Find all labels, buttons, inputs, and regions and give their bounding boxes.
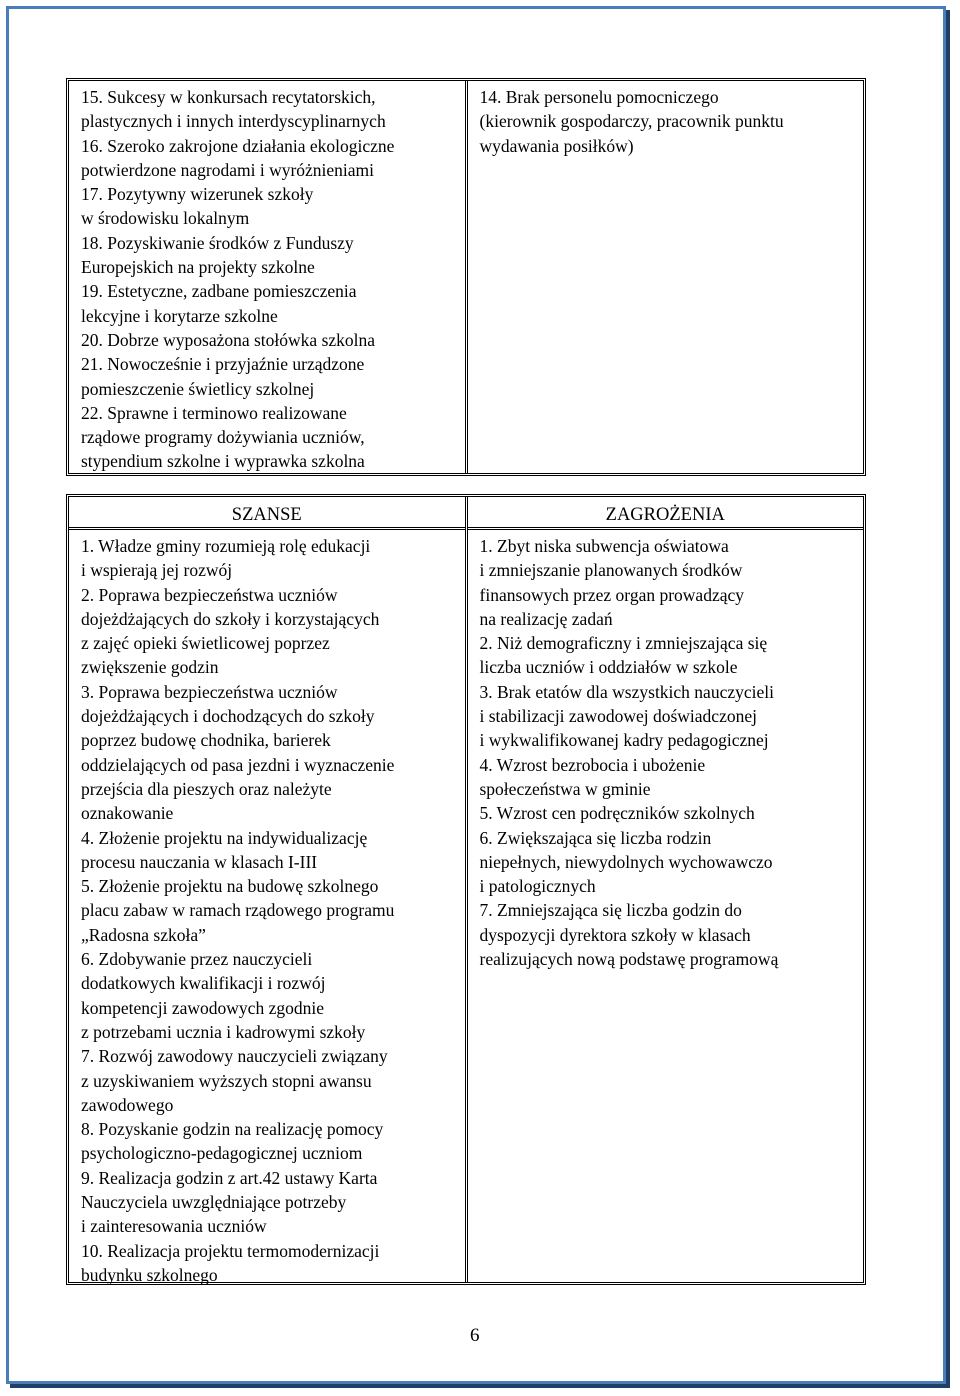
list-item: 16. Szeroko zakrojone działania ekologiczne potwierdzone nagrodami i wyróżnieniami — [81, 135, 395, 180]
list-item: 18. Pozyskiwanie środków z Funduszy Europejskich na projekty szkolne — [81, 232, 354, 278]
list-item: 15. Sukcesy w konkursach recytatorskich, plastycznych i innych interdyscyplinarnych — [81, 87, 386, 132]
list-item: 20. Dobrze wyposażona stołówka szkolna — [81, 329, 376, 350]
list-item: 4. Wzrost bezrobocia i ubożenie społeczeństwa w gminie — [479, 754, 706, 799]
page-number: 6 — [470, 1325, 480, 1346]
list-item: 1. Zbyt niska subwencja oświatowa i zmniejszanie planowanych środków finansowych przez organ prowadzący na realizację zadań — [479, 536, 744, 629]
threats-heading: ZAGROŻENIA — [468, 501, 864, 530]
list-item: 14. Brak personelu pomocniczego (kierownik gospodarczy, pracownik punktu wydawania posiłków) — [479, 87, 784, 156]
swot-table-bottom — [66, 494, 866, 1285]
opportunities-list — [81, 534, 455, 1287]
list-item: 19. Estetyczne, zadbane pomieszczenia lekcyjne i korytarze szkolne — [81, 281, 357, 326]
list-item: 3. Brak etatów dla wszystkich nauczycieli i stabilizacji zawodowej doświadczonej i wykwalifikowanej kadry pedagogicznej — [479, 681, 774, 751]
strengths-cell — [69, 81, 468, 473]
opportunities-heading: SZANSE — [69, 501, 465, 530]
list-item: 6. Zdobywanie przez nauczycieli dodatkowych kwalifikacji i rozwój kompetencji zawodowych zgodnie z potrzebami ucznia i kadrowymi szkoły — [81, 949, 366, 1042]
weaknesses-list — [480, 85, 854, 158]
list-item: 2. Niż demograficzny i zmniejszająca się liczba uczniów i oddziałów w szkole — [479, 633, 768, 678]
weaknesses-cell — [468, 81, 864, 473]
list-item: 2. Poprawa bezpieczeństwa uczniów dojeżdżających do szkoły i korzystających z zajęć opieki świetlicowej poprzez zwiększenie godzin — [81, 584, 380, 678]
list-item: 21. Nowocześnie i przyjaźnie urządzone pomieszczenie świetlicy szkolnej — [81, 354, 365, 399]
list-item: 22. Sprawne i terminowo realizowane rządowe programy dożywiania uczniów, stypendium szkolne i wyprawka szkolna — [81, 402, 365, 472]
list-item: 5. Wzrost cen podręczników szkolnych — [479, 803, 755, 824]
threats-list — [480, 534, 854, 971]
list-item: 17. Pozytywny wizerunek szkoły w środowisku lokalnym — [81, 184, 314, 229]
list-item: 1. Władze gminy rozumieją rolę edukacji i wspierają jej rozwój — [81, 536, 371, 581]
list-item: 8. Pozyskanie godzin na realizację pomocy psychologiczno-pedagogicznej uczniom — [81, 1119, 384, 1164]
list-item: 7. Rozwój zawodowy nauczycieli związany z uzyskiwaniem wyższych stopni awansu zawodowego — [81, 1046, 388, 1115]
strengths-list — [81, 85, 455, 474]
list-item: 3. Poprawa bezpieczeństwa uczniów dojeżdżających i dochodzących do szkoły poprzez budowę chodnika, barierek oddzielających od pasa jezdni i wyznaczenie przejścia dla pieszych oraz należyte oznakowanie — [81, 681, 395, 824]
list-item: 5. Złożenie projektu na budowę szkolnego placu zabaw w ramach rządowego programu „Radosna szkoła” — [81, 876, 395, 945]
opportunities-cell — [69, 497, 468, 1285]
list-item: 7. Zmniejszająca się liczba godzin do dyspozycji dyrektora szkoły w klasach realizujących nową podstawę programową — [479, 900, 779, 970]
list-item: 10. Realizacja projektu termomodernizacji budynku szkolnego — [81, 1240, 380, 1285]
threats-cell — [468, 497, 864, 1282]
list-item: 4. Złożenie projektu na indywidualizację procesu nauczania w klasach I-III — [81, 827, 368, 872]
list-item: 6. Zwiększająca się liczba rodzin niepełnych, niewydolnych wychowawczo i patologicznych — [479, 827, 773, 897]
swot-table-top — [66, 78, 866, 476]
list-item: 9. Realizacja godzin z art.42 ustawy Karta Nauczyciela uwzględniające potrzeby i zainteresowania uczniów — [81, 1167, 378, 1237]
